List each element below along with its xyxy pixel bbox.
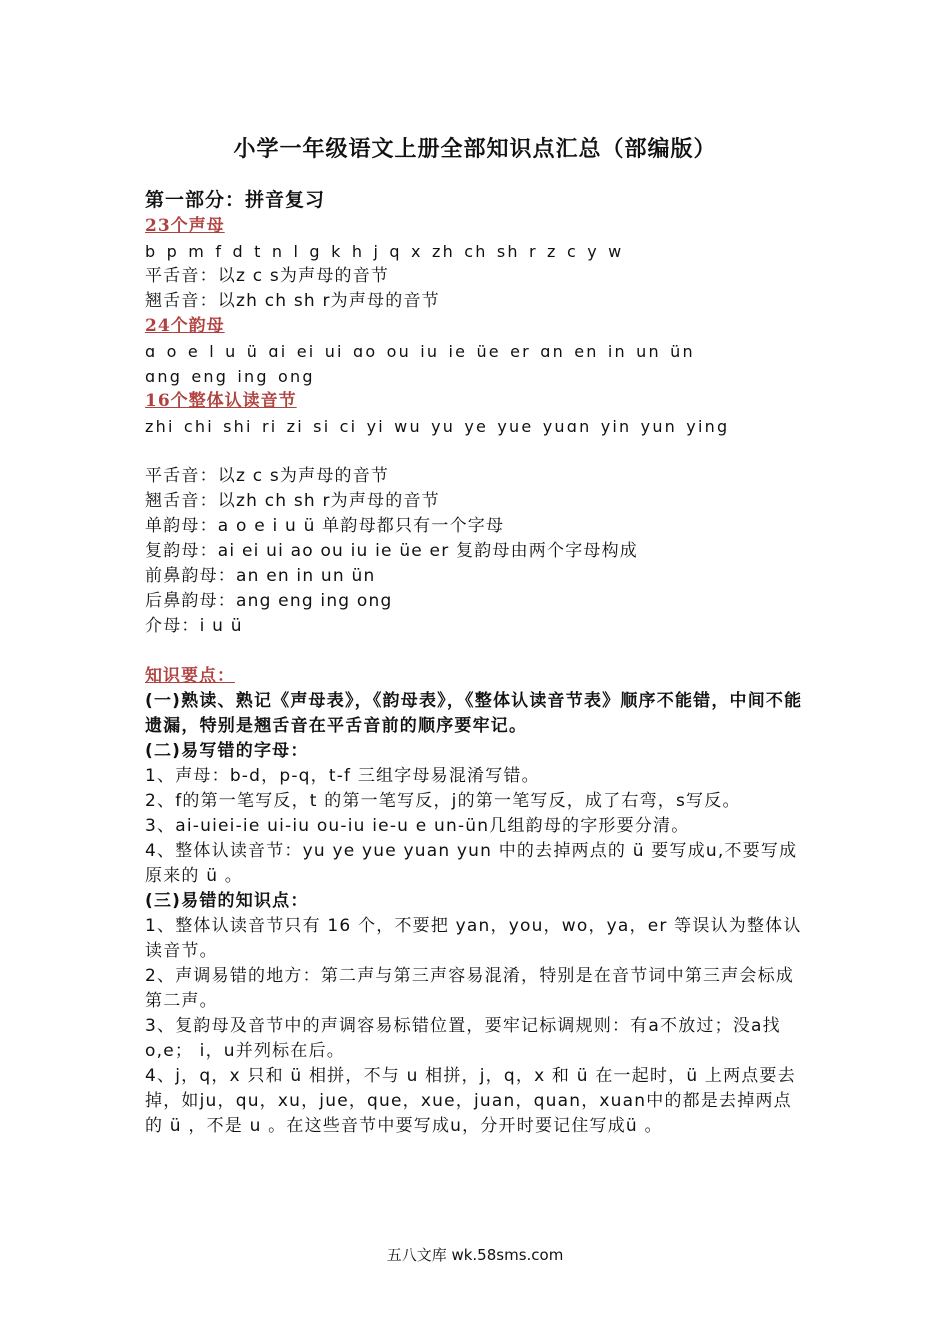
shengmu-heading: 23个声母 (145, 216, 225, 236)
list-item: 3、ai-uiei-ie ui-iu ou-iu ie-u e un-ün几组韵母的字形要分清。 (145, 816, 690, 836)
jiemu-line: 介母：i u ü (145, 616, 243, 636)
part1-heading: 第一部分：拼音复习 (145, 189, 326, 211)
fuyunmu-line: 复韵母：ai ei ui ao ou iu ie üe er 复韵母由两个字母构成 (145, 541, 639, 561)
pingshe-line-1: 平舌音：以z c s为声母的音节 (145, 266, 390, 286)
section-three-title: (三)易错的知识点： (145, 891, 309, 911)
section-two-title: (二)易写错的字母： (145, 741, 309, 761)
danyunmu-line: 单韵母：a o e i u ü 单韵母都只有一个字母 (145, 516, 505, 536)
yunmu-list-line2: ɑng eng ing ong (145, 367, 315, 386)
shengmu-list: b p m f d t n l g k h j q x zh ch sh r z c y w (145, 242, 624, 261)
qianbi-yunmu-line: 前鼻韵母：an en in un ün (145, 566, 376, 586)
pingshe-line-2: 平舌音：以z c s为声母的音节 (145, 466, 390, 486)
list-item: 2、声调易错的地方：第二声与第三声容易混淆，特别是在音节词中第三声会标成第二声。 (145, 966, 795, 1011)
list-item: 1、声母：b-d，p-q，t-f 三组字母易混淆写错。 (145, 766, 540, 786)
qiaoshe-line-1: 翘舌音：以zh ch sh r为声母的音节 (145, 291, 440, 311)
knowledge-heading: 知识要点： (145, 666, 235, 686)
zhengti-list: zhi chi shi ri zi si ci yi wu yu ye yue yuɑn yin yun ying (145, 417, 730, 436)
document-body (145, 186, 810, 1139)
footer-watermark: 五八文库 wk.58sms.com (386, 1246, 564, 1264)
list-item: 1、整体认读音节只有 16 个，不要把 yan，you，wo，ya，er 等误认为整体认读音节。 (145, 916, 802, 961)
section-one-paragraph: (一)熟读、熟记《声母表》，《韵母表》，《整体认读音节表》顺序不能错，中间不能遗漏，特别是翘舌音在平舌音前的顺序要牢记。 (145, 691, 803, 736)
list-item: 4、整体认读音节：yu ye yue yuan yun 中的去掉两点的 ü 要写成u,不要写成原来的 ü 。 (145, 841, 798, 886)
houbi-yunmu-line: 后鼻韵母：ang eng ing ong (145, 591, 393, 611)
spacer (145, 639, 810, 664)
yunmu-list-line1: ɑ o e l u ü ɑi ei ui ɑo ou iu ie üe er ɑn en in un ün (145, 342, 695, 361)
list-item: 4、j，q，x 只和 ü 相拼，不与 u 相拼，j，q，x 和 ü 在一起时，ü 上两点要去掉，如ju，qu，xu，jue，que，xue，juan，quan，xuan中的都是去掉两点的 ü ，不是 u 。在这些音节中要写成u，分开时要记住写成ü 。 (145, 1066, 796, 1136)
yunmu-heading: 24个韵母 (145, 316, 225, 336)
list-item: 2、f的第一笔写反，t 的第一笔写反，j的第一笔写反，成了右弯，s写反。 (145, 791, 741, 811)
list-item: 3、复韵母及音节中的声调容易标错位置，要牢记标调规则：有a不放过；没a找o,e； i，u并列标在后。 (145, 1016, 781, 1061)
spacer (145, 439, 810, 464)
qiaoshe-line-2: 翘舌音：以zh ch sh r为声母的音节 (145, 491, 440, 511)
zhengti-heading: 16个整体认读音节 (145, 391, 297, 411)
document-title: 小学一年级语文上册全部知识点汇总（部编版） (233, 136, 717, 162)
